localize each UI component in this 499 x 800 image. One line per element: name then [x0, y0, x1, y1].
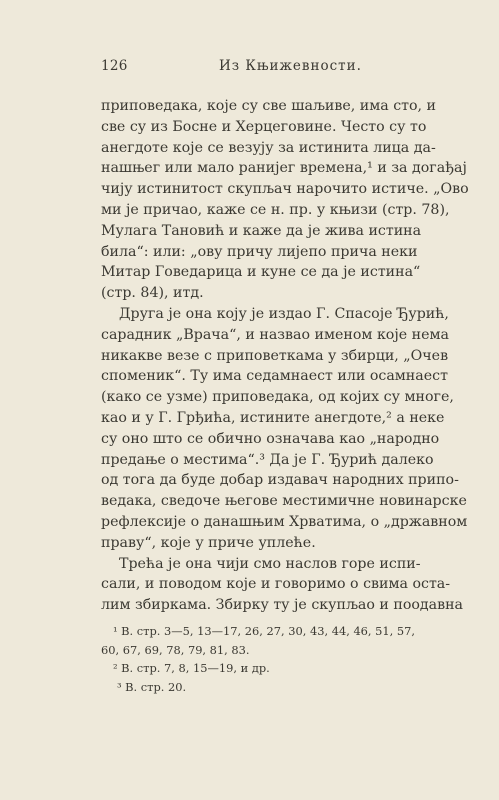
- text-line: ведака, сведоче његове местимичне новинарске: [101, 493, 467, 510]
- text-line: (како се узме) приповедака, од којих су многе,: [101, 389, 454, 406]
- text-line: лим збиркама. Збирку ту је скупљао и поодавна: [101, 597, 464, 614]
- text-line: су оно што се обично означава као „народно: [101, 430, 440, 447]
- footnote-line: 60, 67, 69, 78, 79, 81, 83.: [101, 642, 250, 657]
- text-line: предање о местима“.³ Да је Г. Ђурић далеко: [101, 451, 434, 468]
- text-line: никакве везе с приповеткама у збирци, „Очев: [101, 347, 449, 364]
- text-line: сали, и поводом које и говоримо о свима оста-: [101, 576, 451, 593]
- text-line: чију истинитост скупљач нарочито истиче. „Ово: [101, 181, 469, 198]
- text-line: ми је причао, каже се н. пр. у књизи (стр. 78),: [101, 201, 450, 218]
- text-line: од тога да буде добар издавач народних припо-: [101, 472, 459, 489]
- text-line: била“: или: „ову причу лијепо прича неки: [101, 243, 418, 260]
- running-title: Из Књижевности.: [219, 58, 362, 74]
- text-line: Мулага Тановић и каже да је жива истина: [101, 222, 422, 239]
- text-line: анегдоте које се везују за истинита лица да-: [101, 139, 436, 156]
- text-line: сарадник „Врача“, и назвао именом које нема: [101, 326, 450, 343]
- body-text: [101, 96, 475, 616]
- running-header: [101, 58, 460, 76]
- text-line: рефлексије о данашњим Хрватима, о „државном: [101, 513, 468, 530]
- text-line: споменик“. Ту има седамнаест или осамнаест: [101, 368, 448, 385]
- footnote-line: ² В. стр. 7, 8, 15—19, и др.: [113, 661, 270, 675]
- text-line: приповедака, које су све шаљиве, има сто, и: [101, 98, 437, 114]
- text-line: праву“, које у приче уплеће.: [101, 534, 316, 551]
- paragraph-start-line: Друга је она коју је издао Г. Спасоје Ђурић,: [119, 305, 449, 322]
- text-line: све су из Босне и Херцеговине. Често су то: [101, 118, 427, 135]
- footnote-line: ¹ В. стр. 3—5, 13—17, 26, 27, 30, 43, 44, 46, 51, 57,: [113, 624, 416, 638]
- footnote-line: ³ В. стр. 20.: [117, 679, 187, 694]
- text-line: Митар Говедарица и куне се да је истина“: [101, 264, 421, 281]
- paragraph-start-line: Трећа је она чији смо наслов горе испи-: [119, 555, 421, 572]
- page-number: 126: [101, 58, 128, 74]
- text-line: (стр. 84), итд.: [101, 285, 204, 302]
- text-line: као и у Г. Грђића, истините анегдоте,² а неке: [101, 409, 445, 426]
- footnotes: [101, 622, 481, 696]
- text-line: нашњег или мало ранијег времена,¹ и за догађај: [101, 160, 467, 177]
